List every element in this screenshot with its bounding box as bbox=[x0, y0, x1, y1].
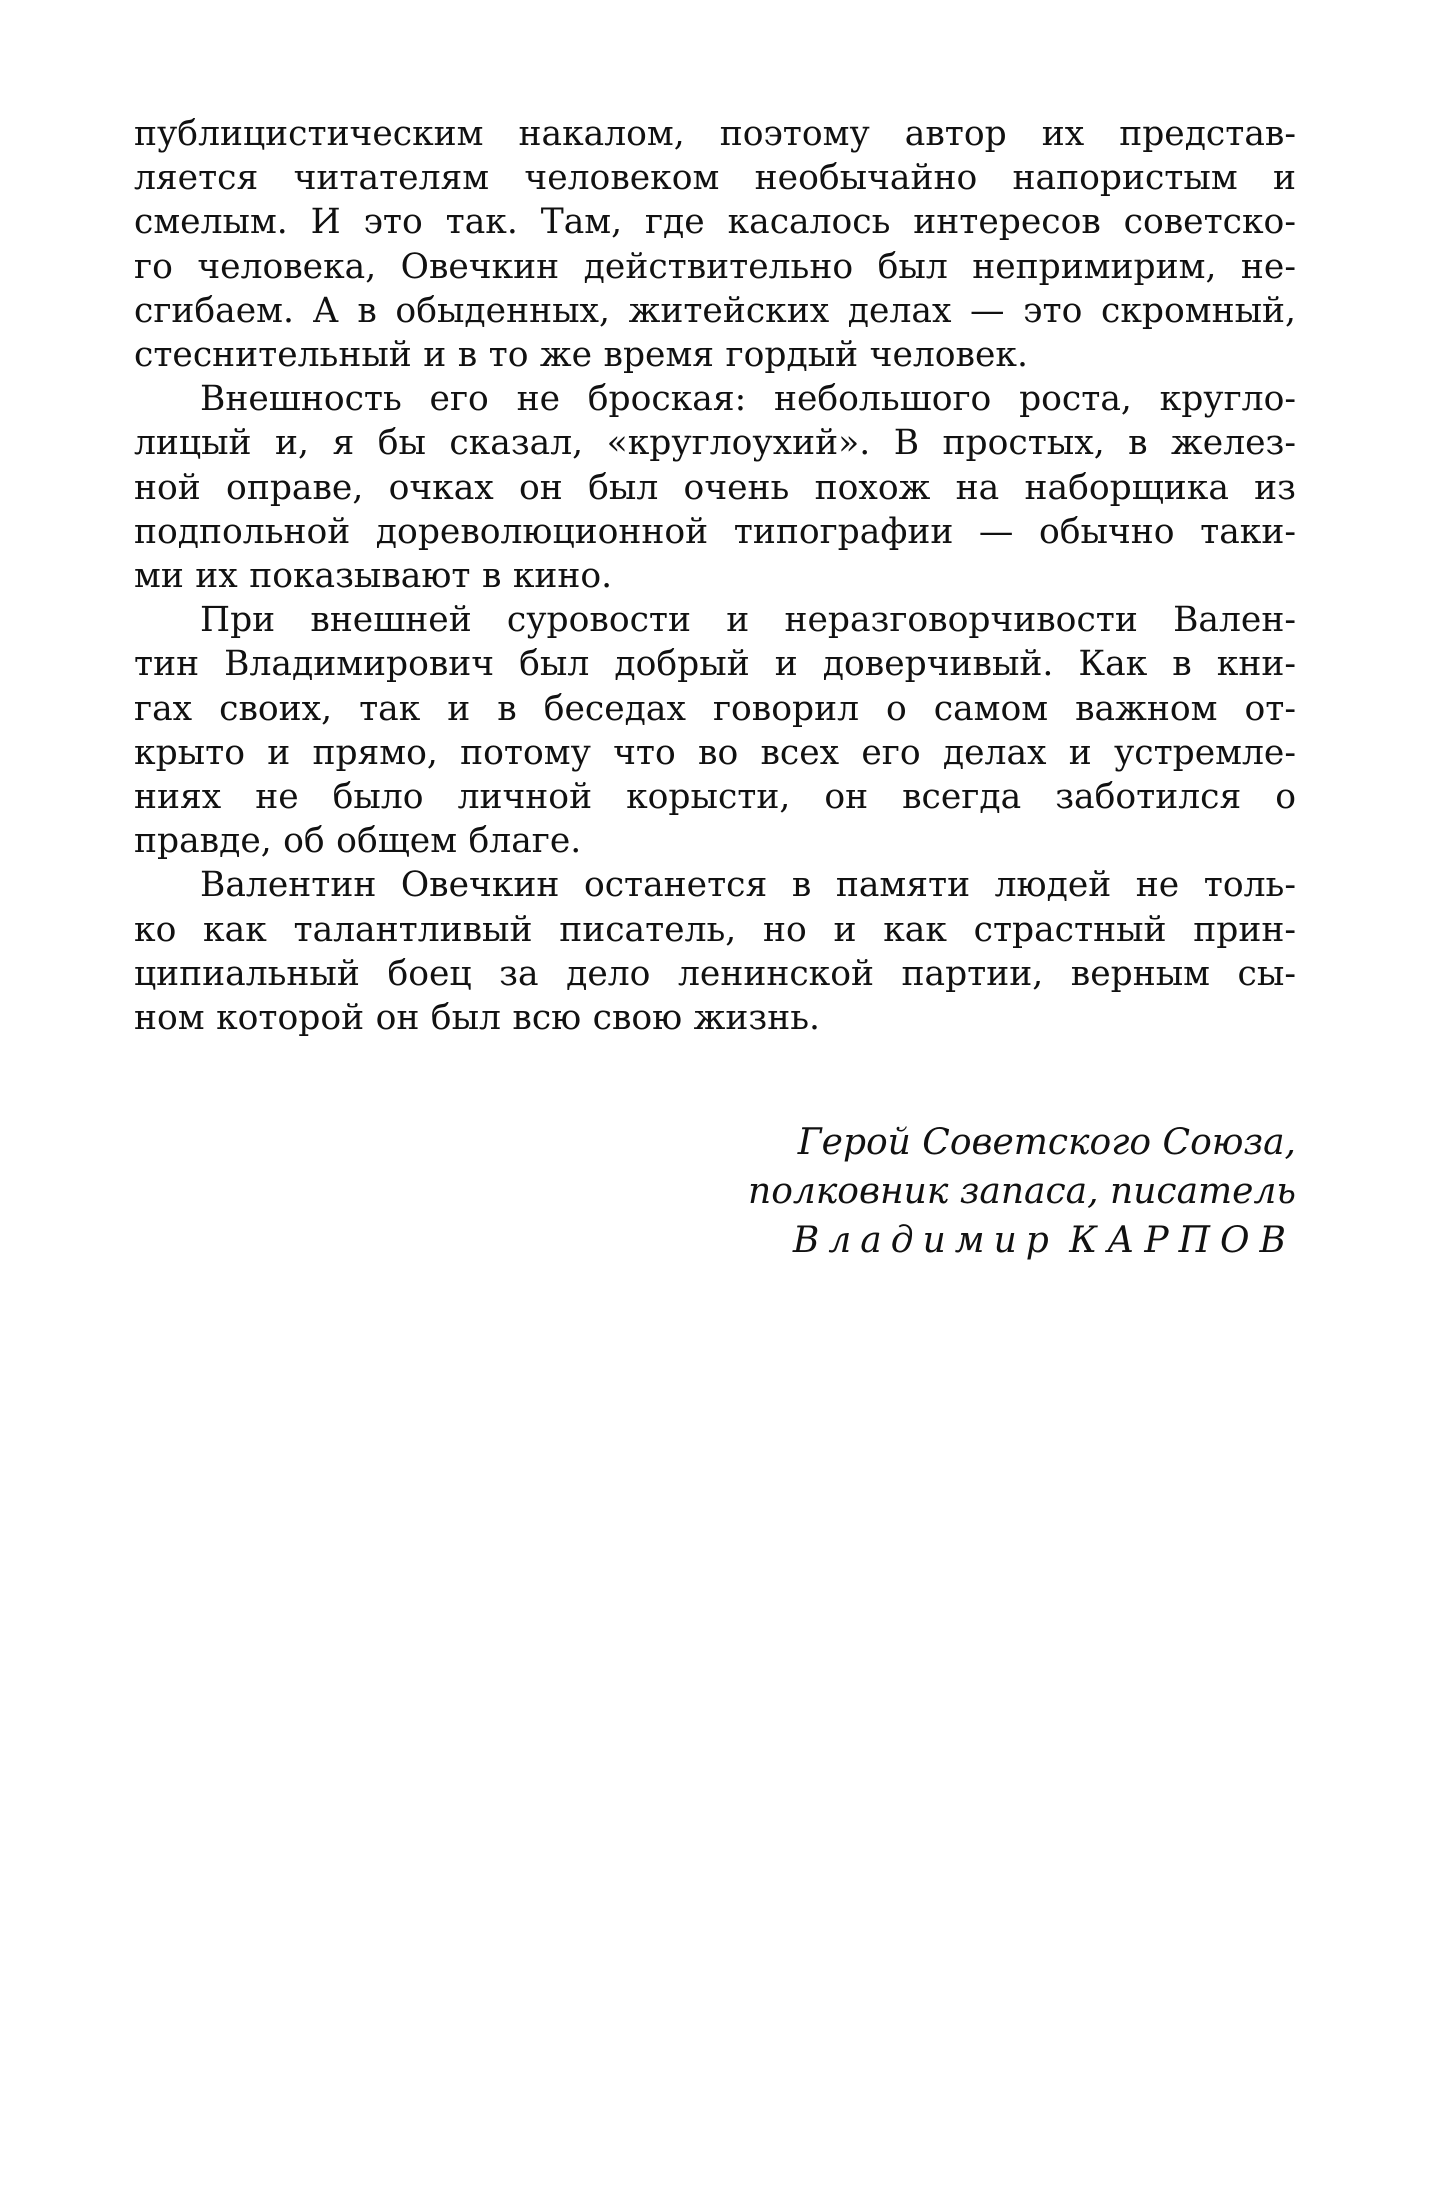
paragraph-2 bbox=[134, 377, 1296, 598]
text-line: ной оправе, очках он был очень похож на наборщика из bbox=[134, 467, 1296, 508]
paragraph-1 bbox=[134, 112, 1296, 377]
text-line: ниях не было личной корысти, он всегда заботился о bbox=[134, 777, 1296, 818]
text-line: го человека, Овечкин действительно был непримирим, не- bbox=[134, 246, 1296, 287]
signature-block bbox=[748, 1118, 1296, 1265]
text-line: лицый и, я бы сказал, «круглоухий». В простых, в желез- bbox=[134, 423, 1296, 464]
signature-title-line: Герой Советского Союза, bbox=[797, 1122, 1296, 1163]
text-line: ляется читателям человеком необычайно напористым и bbox=[134, 158, 1296, 199]
text-line: смелым. И это так. Там, где касалось интересов советско- bbox=[134, 202, 1296, 243]
signature-rank-line: полковник запаса, писатель bbox=[748, 1171, 1296, 1212]
text-line: Валентин Овечкин останется в памяти людей не толь- bbox=[200, 865, 1296, 906]
text-line: При внешней суровости и неразговорчивости Вален- bbox=[200, 600, 1296, 641]
text-line: ми их показывают в кино. bbox=[134, 556, 613, 597]
text-line: ципиальный боец за дело ленинской партии, верным сы- bbox=[134, 953, 1296, 994]
text-line: ном которой он был всю свою жизнь. bbox=[134, 998, 820, 1039]
signature-last-name: КАРПОВ bbox=[1069, 1220, 1296, 1261]
text-line: ко как талантливый писатель, но и как страстный прин- bbox=[134, 909, 1296, 950]
text-line: тин Владимирович был добрый и доверчивый. Как в кни- bbox=[134, 644, 1296, 685]
paragraph-4 bbox=[134, 863, 1296, 1040]
document-body bbox=[134, 112, 1296, 1040]
text-line: правде, об общем благе. bbox=[134, 821, 582, 862]
text-line: стеснительный и в то же время гордый человек. bbox=[134, 335, 1028, 376]
text-line: Внешность его не броская: небольшого роста, кругло- bbox=[200, 379, 1296, 420]
text-line: крыто и прямо, потому что во всех его делах и устремле- bbox=[134, 732, 1296, 773]
signature-name-line bbox=[748, 1216, 1296, 1265]
paragraph-3 bbox=[134, 598, 1296, 863]
text-line: подпольной дореволюционной типографии — обычно таки- bbox=[134, 511, 1296, 552]
text-line: гах своих, так и в беседах говорил о самом важном от- bbox=[134, 688, 1296, 729]
text-line: публицистическим накалом, поэтому автор их представ- bbox=[134, 114, 1296, 154]
signature-first-name: Владимир bbox=[792, 1220, 1058, 1261]
text-line: сгибаем. А в обыденных, житейских делах — это скромный, bbox=[134, 290, 1296, 331]
